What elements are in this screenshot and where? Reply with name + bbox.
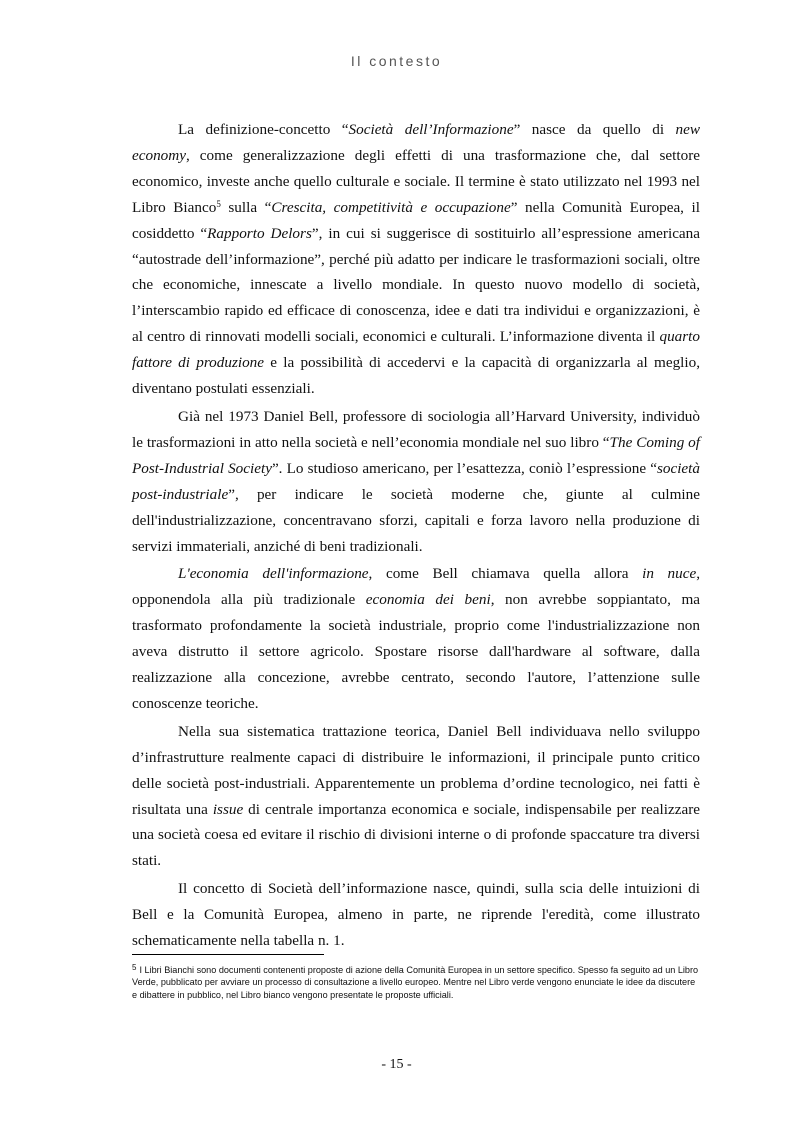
paragraph-3: [132, 561, 700, 716]
italic-run: quarto fattore di produzione: [132, 328, 700, 372]
text-run: La definizione-concetto “: [178, 121, 349, 138]
page-number: - 15 -: [381, 1057, 412, 1072]
text-run: Già nel 1973 Daniel Bell, professore di sociologia all’Harvard University, individuò le trasformazioni in atto nella società e nell’economia mondiale nel suo libro “: [132, 407, 700, 451]
text-run: e la possibilità di accedervi e la capacità di organizzarla al meglio, diventano postulati essenziali.: [132, 354, 700, 398]
text-run: , come Bell chiamava quella allora: [368, 565, 643, 583]
paragraph-4: [132, 719, 700, 874]
italic-run: issue: [212, 800, 244, 818]
text-run: di centrale importanza economica e sociale, indispensabile per realizzare una società coesa ed evitare il rischio di divisioni interne o di profonde spaccature tra diversi stati.: [132, 800, 700, 870]
text-run: Il concetto di Società dell’informazione nasce, quindi, sulla scia delle intuizioni di Bell e la Comunità Europea, almeno in parte, ne riprende l'eredità, come illustrato schematicamente nella tabella n. 1.: [132, 880, 700, 950]
footnote-reference: 5: [216, 198, 221, 209]
footnote-separator: [132, 954, 324, 955]
italic-run: Rapporto Delors: [207, 224, 312, 242]
italic-run: in nuce: [642, 565, 697, 583]
text-run: ” nasce da quello di: [513, 121, 676, 138]
body-text: [132, 117, 700, 954]
paragraph-2: [132, 404, 700, 559]
italic-run: Società dell’Informazione: [348, 121, 514, 138]
text-run: , come generalizzazione degli effetti di una trasformazione che, dal settore economico, investe anche quello culturale e sociale. Il termine è stato utilizzato nel 1993 nel Libro Bianco: [132, 146, 700, 216]
italic-run: L'economia dell'informazione: [178, 565, 369, 583]
footnote: [132, 962, 702, 1001]
text-run: ” nella Comunità Europea, il cosiddetto “: [132, 198, 700, 242]
italic-run: The Coming of Post-Industrial Society: [132, 433, 700, 477]
text-run: , opponendola alla più tradizionale: [132, 565, 701, 609]
text-run: ”, per indicare le società moderne che, giunte al culmine dell'industrializzazione, concentravano sforzi, capitali e forza lavoro nella produzione di servizi immateriali, anziché di beni tradizionali.: [132, 485, 700, 555]
footnote-text: I Libri Bianchi sono documenti contenenti proposte di azione della Comunità Europea in un settore specifico. Spesso fa seguito ad un Libro Verde, pubblicato per avviare un processo di consultazione a livello europeo. Mentre nel Libro verde vengono enunciate le idee da discutere e dibattere in pubblico, nel Libro bianco vengono presentate le proposte ufficiali.: [132, 965, 699, 1000]
running-header: Il contesto: [350, 53, 443, 69]
text-run: , non avrebbe soppiantato, ma trasformato profondamente la società industriale, proprio come l'industrializzazione non aveva distrutto il settore agricolo. Spostare risorse dall'hardware al software, dalla realizzazione alla concezione, avrebbe centrato, secondo l'autore, l’attenzione sulle conoscenze teoriche.: [132, 591, 701, 712]
italic-run: società post-industriale: [132, 459, 700, 503]
text-run: sulla “: [220, 198, 272, 216]
paragraph-5: [132, 876, 700, 954]
italic-run: Crescita, competitività e occupazione: [271, 198, 511, 216]
text-run: Nella sua sistematica trattazione teorica, Daniel Bell individuava nello sviluppo d’infrastrutture realmente capaci di distribuire le informazioni, il principale punto critico delle società post-industriali. Apparentemente un problema d’ordine tecnologico, nei fatti è risultata una: [132, 722, 700, 818]
italic-run: new economy: [132, 121, 701, 164]
text-run: ”, in cui si suggerisce di sostituirlo all’espressione americana “autostrade dell’informazione”, perché più adatto per indicare le trasformazioni sociali, oltre che economiche, innescate a livello mondiale. In questo nuovo modello di società, l’interscambio rapido ed efficace di conoscenza, idee e dati tra individui e organizzazioni, è al centro di rinnovati modelli sociali, economici e culturali. L’informazione diventa il: [132, 224, 701, 346]
footnote-marker: 5: [132, 963, 137, 972]
paragraph-1: [132, 117, 700, 402]
text-run: ”. Lo studioso americano, per l’esattezza, coniò l’espressione “: [271, 459, 657, 477]
italic-run: economia dei beni: [365, 591, 491, 609]
